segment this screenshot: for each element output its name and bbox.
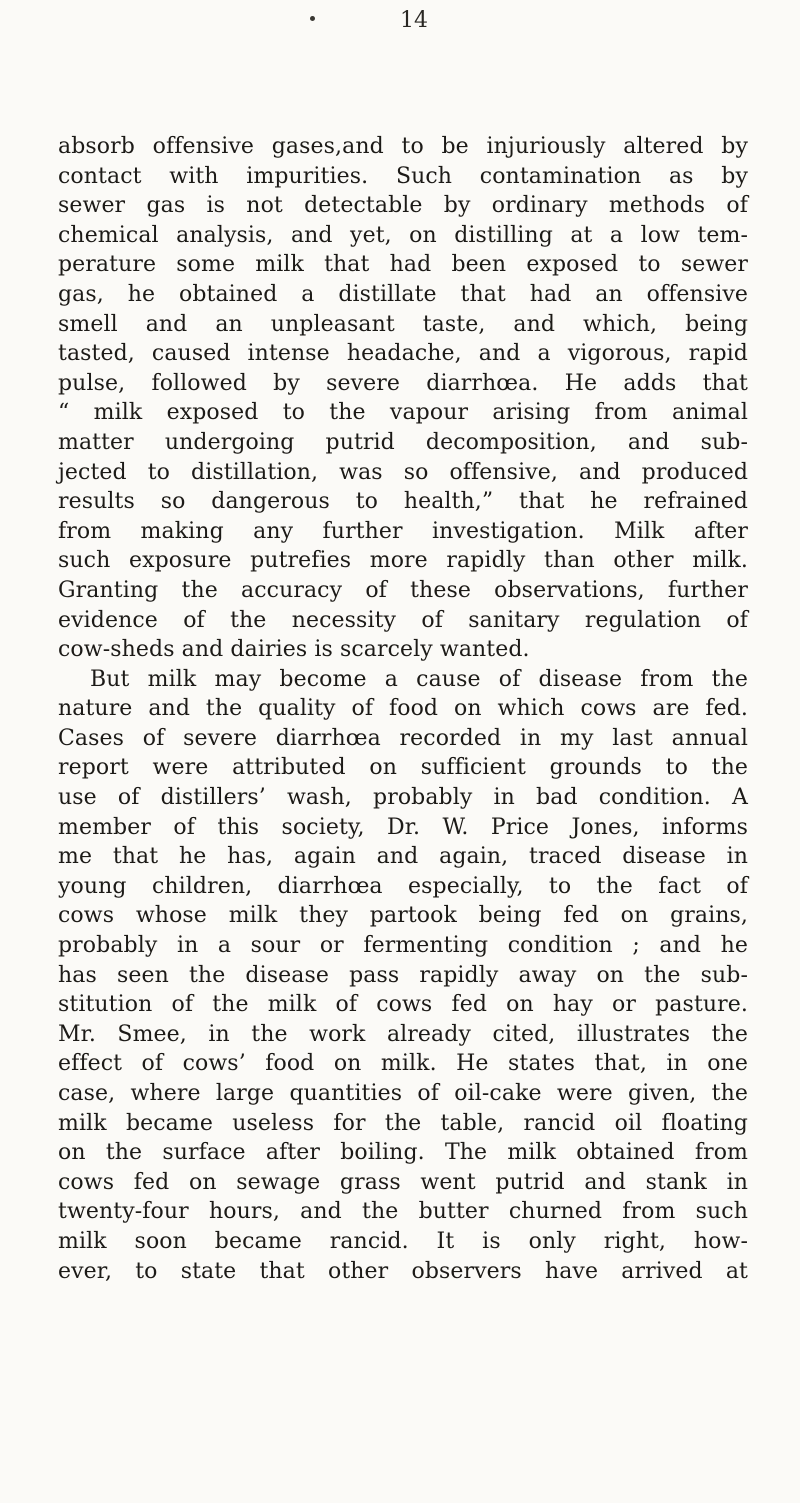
text-line: Granting the accuracy of these observations, further (58, 577, 748, 603)
text-line: has seen the disease pass rapidly away on the sub- (58, 962, 748, 988)
text-line: stitution of the milk of cows fed on hay or pasture. (58, 992, 748, 1018)
text-line: probably in a sour or fermenting condition ; and he (58, 933, 748, 959)
text-line: contact with impurities. Such contamination as by (58, 163, 748, 189)
page-number: 14 (400, 8, 428, 33)
text-line: from making any further investigation. Milk after (58, 518, 748, 544)
text-line: on the surface after boiling. The milk obtained from (58, 1140, 748, 1166)
text-line: young children, diarrhœa especially, to the fact of (58, 873, 748, 899)
text-line: milk soon became rancid. It is only right, how- (58, 1228, 748, 1254)
text-line: effect of cows’ food on milk. He states that, in one (58, 1051, 748, 1077)
text-line: perature some milk that had been exposed to sewer (58, 252, 748, 278)
text-line: ever, to state that other observers have arrived at (58, 1258, 748, 1284)
text-line: gas, he obtained a distillate that had an offensive (58, 281, 748, 307)
text-line: cow-sheds and dairies is scarcely wanted. (58, 637, 530, 663)
text-line: case, where large quantities of oil-cake were given, the (58, 1081, 748, 1106)
text-line: report were attributed on sufficient grounds to the (58, 755, 748, 781)
text-line: sewer gas is not detectable by ordinary methods of (58, 193, 748, 219)
text-line: me that he has, again and again, traced disease in (58, 844, 748, 870)
text-line: use of distillers’ wash, probably in bad condition. A (58, 785, 748, 811)
text-line: cows whose milk they partook being fed on grains, (58, 903, 748, 929)
text-line: matter undergoing putrid decomposition, and sub- (58, 429, 748, 455)
text-line: such exposure putrefies more rapidly than other milk. (58, 548, 748, 574)
text-line: pulse, followed by severe diarrhœa. He adds that (58, 370, 748, 396)
text-line: tasted, caused intense headache, and a vigorous, rapid (58, 341, 748, 367)
text-line: results so dangerous to health,” that he refrained (58, 489, 748, 515)
text-line: twenty-four hours, and the butter churned from such (58, 1199, 748, 1225)
text-line: absorb offensive gases,and to be injuriously altered by (58, 134, 748, 159)
text-line: Cases of severe diarrhœa recorded in my last annual (58, 725, 748, 751)
text-line: Mr. Smee, in the work already cited, illustrates the (58, 1021, 748, 1047)
text-line: cows fed on sewage grass went putrid and stank in (58, 1169, 748, 1195)
text-line: But milk may become a cause of disease from the (90, 666, 748, 692)
text-line: smell and an unpleasant taste, and which, being (58, 311, 748, 337)
text-line: “ milk exposed to the vapour arising from animal (58, 400, 748, 426)
text-line: milk became useless for the table, rancid oil floating (58, 1110, 748, 1136)
text-line: member of this society, Dr. W. Price Jones, informs (58, 814, 748, 840)
text-line: chemical analysis, and yet, on distilling at a low tem- (58, 222, 748, 248)
text-line: evidence of the necessity of sanitary regulation of (58, 607, 748, 633)
text-line: nature and the quality of food on which cows are fed. (58, 696, 748, 722)
body-text (58, 132, 748, 1286)
text-line: jected to distillation, was so offensive, and produced (58, 459, 748, 485)
